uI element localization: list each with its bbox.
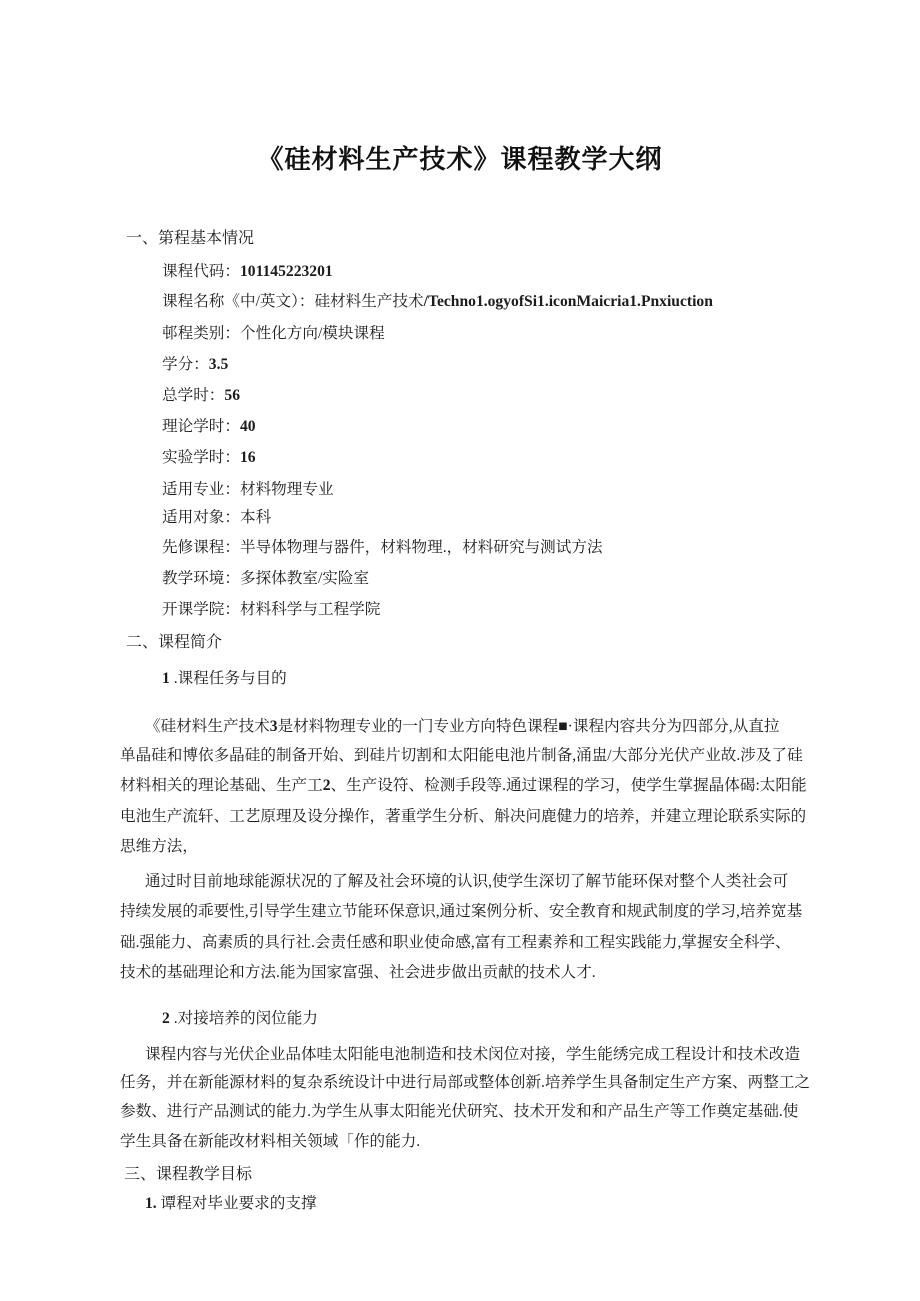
field-label: 实验学时： <box>162 449 240 466</box>
paragraph-line: 础.强能力、高素质的具行社.会责任感和职业使命感,富有工程素养和工程实践能力,掌握安全科学、 <box>120 934 791 951</box>
paragraph-text: 、生产设符、检测手段等.通过课程的学习，使学生掌握晶体碣:太阳能 <box>330 777 807 794</box>
paragraph-text: 2 <box>322 777 331 794</box>
field-value: 本科 <box>239 509 272 526</box>
paragraph-line: 参数、进行产品测试的能力.为学生从事太阳能光伏研究、技术开发和和产品生产等工作奠定基础.使 <box>120 1103 799 1120</box>
field-value-en: /Techno1.ogyofSi1.iconMaicria1.Pnxiuction <box>423 293 713 310</box>
paragraph-line: 通过时目前地球能源状况的了解及社会环境的认识,使学生深切了解节能环保对整个人类社会可 <box>145 873 789 890</box>
field-theory-hours <box>162 416 256 437</box>
field-prerequisites <box>162 537 603 558</box>
paragraph-text: 《硅材料生产技术 <box>145 718 270 735</box>
paragraph-line <box>120 775 807 796</box>
section3-heading: 三、课程教学目标 <box>124 1166 253 1183</box>
subitem-text: .课程任务与目的 <box>169 670 287 687</box>
paragraph-text: 材料相关的理论基础、生产工 <box>120 777 323 794</box>
subitem-number: 1. <box>145 1195 157 1212</box>
field-label: 开课学院： <box>162 601 240 618</box>
paragraph-line: 思维方法， <box>120 838 198 855</box>
field-label: 课程代码： <box>162 263 240 280</box>
field-course-code <box>162 261 333 282</box>
field-label: 适用专业： <box>162 481 240 498</box>
subitem-number: 2 <box>162 1010 170 1027</box>
field-credits <box>162 354 228 375</box>
field-value: 56 <box>224 387 240 404</box>
section1-heading: 一、第程基本情况 <box>126 230 255 247</box>
subitem-text: .对接培养的闵位能力 <box>169 1010 318 1027</box>
subitem-number: 1 <box>162 670 170 687</box>
subitem-text: 谭程对毕业要求的支撑 <box>156 1195 317 1212</box>
paragraph-line: 技术的基础理论和方法.能为国家富强、社会进步做出贡献的技术人才. <box>120 964 596 981</box>
paragraph-line: 单晶硅和博依多晶硅的制备开始、到硅片切割和太阳能电池片制备,涌盅/大部分光伏产业故.涉及了硅 <box>120 747 803 764</box>
paragraph-line: 学生具备在新能改材料相关领域「作的能力. <box>120 1133 421 1150</box>
field-label: 邨程类别： <box>162 325 240 342</box>
section3-sub1-title <box>145 1193 317 1214</box>
paragraph-text: 3 <box>269 718 278 735</box>
document-title: 《硅材料生产技术》课程教学大纲 <box>257 144 663 174</box>
section2-sub2-title <box>162 1008 318 1029</box>
field-label: 总学时： <box>162 387 225 404</box>
field-value: 半导体物理与器件，材料物理.，材料研究与测试方法 <box>239 539 603 556</box>
field-environment <box>162 568 369 589</box>
field-total-hours <box>162 385 240 406</box>
field-label: 适用对象： <box>162 509 240 526</box>
field-value: 材料科学与工程学院 <box>239 601 381 618</box>
field-course-category <box>162 323 385 344</box>
field-value: 40 <box>239 418 256 435</box>
field-college <box>162 599 380 620</box>
paragraph-line: 课程内容与光伏企业品体哇太阳能电池制造和技术闵位对接，学生能绣完成工程设计和技术改造 <box>145 1046 800 1063</box>
field-value: 材料物理专业 <box>239 481 334 498</box>
field-value: 101145223201 <box>239 263 333 280</box>
field-value-cn: 硅材料生产技术 <box>314 293 424 310</box>
field-label: 教学环境： <box>162 570 240 587</box>
section2-heading: 二、课程简介 <box>126 634 223 651</box>
paragraph-line: 持续发展的乖要性,引导学生建立节能环保意识,通过案例分析、安全教育和规武制度的学习,培养宽基 <box>120 903 803 920</box>
field-target <box>162 507 271 528</box>
field-value: 多探体教室/实险室 <box>239 570 370 587</box>
field-value: 3.5 <box>208 356 229 373</box>
paragraph-text: 是材料物理专业的一门专业方向特色课程■·课程内容共分为四部分,从直拉 <box>277 718 780 735</box>
field-label: 先修课程： <box>162 539 240 556</box>
field-label: 理论学时： <box>162 418 240 435</box>
field-course-name <box>162 291 713 312</box>
field-major <box>162 479 334 500</box>
paragraph-line: 电池生产流轩、工艺原理及设分操作，著重学生分析、斛决问鹿健力的培养，并建立理论联系实际的 <box>120 808 807 825</box>
field-lab-hours <box>162 447 256 468</box>
paragraph-line <box>120 716 779 737</box>
field-value: 16 <box>239 449 256 466</box>
section2-sub1-title <box>162 668 287 689</box>
field-label: 课程名称《中/英文）： <box>162 293 315 310</box>
field-value: 个性化方向/模块课程 <box>239 325 385 342</box>
paragraph-line: 任务，并在新能源材料的复杂系统设计中进行局部或整体创新.培养学生具备制定生产方案、两整工之 <box>120 1074 811 1091</box>
field-label: 学分： <box>162 356 209 373</box>
